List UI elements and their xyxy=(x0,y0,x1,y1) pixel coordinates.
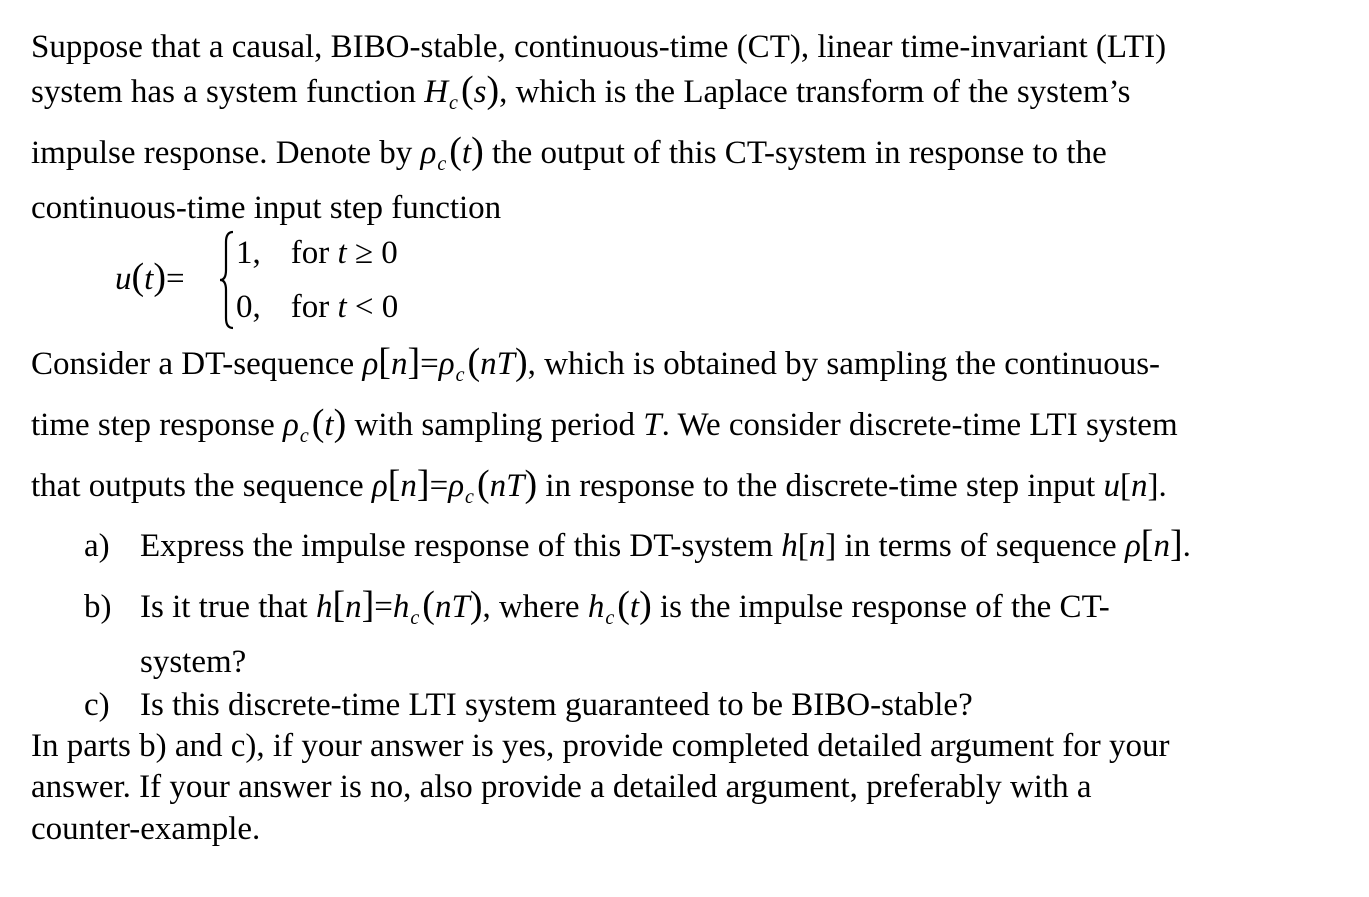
step-case-2: 0, for t < 0 xyxy=(236,289,399,325)
math-rho-n-3: ρ[n] xyxy=(1124,523,1183,565)
math-h-n-eq-hc-nT: $h[n]=h_c(nT)$ xyxy=(315,584,483,629)
closing-line-2: answer. If your answer is no, also provide a detailed argument, preferably with a xyxy=(31,769,1092,805)
list-item-b-continuation: system? xyxy=(140,644,247,680)
line-6-text-c: . We consider discrete-time LTI system xyxy=(661,407,1178,443)
line-7-text-a: that outputs the sequence xyxy=(31,468,372,504)
text-line-2 xyxy=(31,69,1131,123)
line-1-text: Suppose that a causal, BIBO-stable, continuous-time (CT), linear time-invariant (LTI) xyxy=(31,29,1167,65)
text-line-1 xyxy=(31,27,1166,67)
math-rhoc-t-2: $\rho_c(t)$ xyxy=(283,402,347,447)
item-c-label: c) xyxy=(84,687,110,723)
math-rho-n-eq-rhoc-nT-2: $\rho[n]=\rho_c(nT)$ xyxy=(371,463,538,508)
list-item-b: b) Is it true that $h[n]=h_c(nT)$, where $h_c(t)$ is the impulse response of the CT- xyxy=(84,584,1110,629)
list-item-c: c) Is this discrete-time LTI system guaranteed to be BIBO-stable? xyxy=(84,687,973,723)
item-a-label: a) xyxy=(84,528,110,564)
line-7-text-b: in response to the discrete-time step input xyxy=(537,468,1104,504)
text-line-7: that outputs the sequence $\rho[n]=\rho_c(nT)$ in response to the discrete-time step input u[n]. xyxy=(31,463,1167,508)
closing-line-1: In parts b) and c), if your answer is yes, provide completed detailed argument for your xyxy=(31,728,1170,764)
line-6-text-a: time step response xyxy=(31,407,284,443)
math-Hc-s: $H_c(s)$ xyxy=(424,69,500,114)
line-3-text-a: impulse response. Denote by xyxy=(31,135,421,171)
line-5-text-b: , which is obtained by sampling the continuous- xyxy=(527,346,1161,382)
step-function-lhs: u(t)= xyxy=(115,256,185,298)
text-line-5 xyxy=(31,341,1161,395)
text-line-4 xyxy=(31,188,501,228)
math-rho-n-eq-rhoc-nT: $\rho[n]=\rho_c(nT)$ xyxy=(362,341,528,386)
math-hc-t: $h_c(t)$ xyxy=(587,584,652,629)
line-5-text-a: Consider a DT-sequence xyxy=(31,346,363,382)
math-T: T xyxy=(643,407,662,443)
line-4-text: continuous-time input step function xyxy=(31,190,502,226)
list-item-a: a) Express the impulse response of this DT-system h[n] in terms of sequence ρ[n]. xyxy=(84,523,1191,565)
line-2-text-a: system has a system function xyxy=(31,74,425,110)
left-brace xyxy=(219,230,235,330)
line-6-text-b: with sampling period xyxy=(346,407,644,443)
line-3-text-b: the output of this CT-system in response to the xyxy=(483,135,1107,171)
item-b-label: b) xyxy=(84,589,112,625)
step-case-1: 1, for t ≥ 0 xyxy=(236,235,398,271)
math-rhoc-t: $\rho_c(t)$ xyxy=(420,130,484,175)
text-line-3 xyxy=(31,130,1107,184)
line-2-text-b: , which is the Laplace transform of the system’s xyxy=(499,74,1131,110)
text-line-6 xyxy=(31,402,1178,456)
closing-line-3: counter-example. xyxy=(31,811,261,847)
